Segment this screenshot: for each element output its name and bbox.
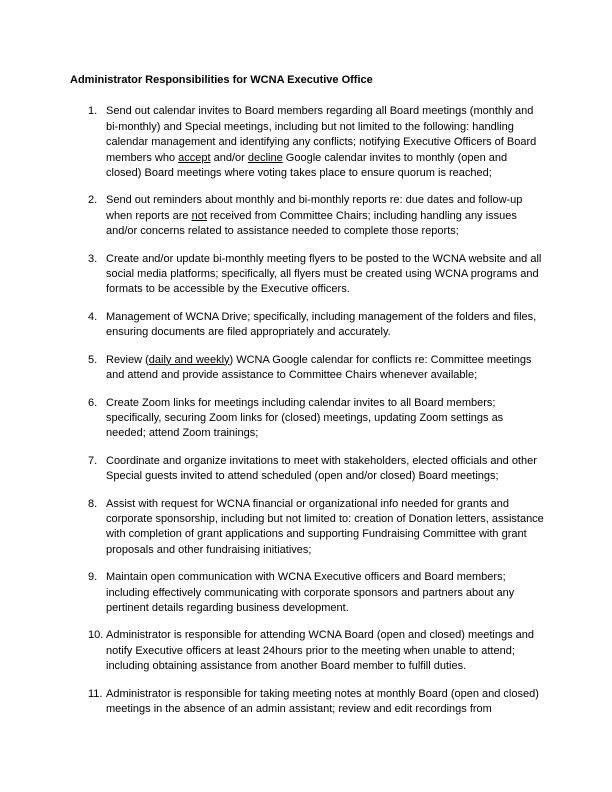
item-text [106,353,545,384]
item-number: 5. [88,353,98,366]
item-number: 10. [88,629,104,642]
text-run: Administrator is responsible for taking meeting notes at monthly Board (open and closed) meetings in the absence of an admin assistant; review and edit recordings from [106,687,539,715]
item-text [106,454,545,485]
list-item-4 [88,310,545,341]
underlined-text: decline [247,151,283,164]
underlined-text: daily and weekly [148,353,230,366]
text-run: Send out calendar invites to Board members regarding all Board meetings (monthly and bi-monthly) and Special meetings, including but not limited to the following: handling calendar management and identifying any conflicts; notifying Executive Officers of Board members who [106,105,537,164]
text-run: and/or [210,151,248,164]
text-run: Management of WCNA Drive; specifically, including management of the folders and files, ensuring documents are filed appropriately and accurately. [106,310,537,339]
text-run: received from Committee Chairs; including handling any issues and/or concerns related to assistance needed to complete those reports; [106,209,517,238]
item-text [106,104,545,181]
underlined-text: not [191,209,207,222]
item-number: 4. [88,310,98,323]
item-text [106,497,545,559]
item-number: 7. [88,454,98,467]
text-run: Send out reminders about monthly and bi-monthly reports re: due dates and follow-up when reports are [106,194,523,222]
text-run: Maintain open communication with WCNA Executive officers and Board members; including effectively communicating with corporate sponsors and partners about any pertinent details regarding business development. [106,571,515,614]
list-item-1 [88,104,545,181]
text-run: Administrator is responsible for attending WCNA Board (open and closed) meetings and notify Executive officers at least 24hours prior to the meeting when unable to attend; including obtaining assistance from another Board member to fulfill duties. [106,629,535,673]
item-number: 9. [88,571,98,584]
underlined-text: accept [178,151,211,164]
document-title: Administrator Responsibilities for WCNA Executive Office [70,74,373,86]
item-number: 6. [88,396,98,409]
list-item-3 [88,252,545,298]
item-text [106,687,545,718]
item-text [106,628,545,674]
text-run: Assist with request for WCNA financial or organizational info needed for grants and corporate sponsorship, including but not limited to: creation of Donation letters, assistance with completion of grant applications and supporting Fundraising Committee with grant proposals and other fundraising initiatives; [106,497,544,556]
text-run: Create Zoom links for meetings including calendar invites to all Board members; specifically, securing Zoom links for (closed) meetings, updating Zoom settings as needed; attend Zoom trainings; [106,396,504,440]
list-item-6 [88,396,545,442]
item-text [106,193,545,239]
text-run: ) WCNA Google calendar for conflicts re: Committee meetings and attend and provide assistance to Committee Chairs whenever available; [106,353,532,382]
item-text [106,252,545,298]
responsibilities-list [88,104,545,717]
item-text [106,310,545,341]
text-run: Create and/or update bi-monthly meeting flyers to be posted to the WCNA website and all social media platforms; specifically, all flyers must be created using WCNA programs and formats to be accessible by the Executive officers. [106,252,542,296]
item-number: 11. [88,687,103,700]
item-number: 2. [88,194,98,207]
item-number: 8. [88,497,98,510]
item-text [106,570,545,616]
list-item-5 [88,353,545,384]
text-run: Coordinate and organize invitations to meet with stakeholders, elected officials and other Special guests invited to attend scheduled (open and/or closed) Board meetings; [106,454,537,483]
list-item-10 [88,628,545,674]
list-item-2 [88,193,545,239]
list-item-8 [88,497,545,559]
text-run: Review ( [106,353,149,366]
text-run: Google calendar invites to monthly (open and closed) Board meetings where voting takes place to ensure quorum is reached; [106,151,508,180]
item-number: 1. [88,105,98,118]
list-item-7 [88,454,545,485]
item-text [106,396,545,442]
list-item-11 [88,687,545,718]
item-number: 3. [88,252,98,265]
list-item-9 [88,570,545,616]
